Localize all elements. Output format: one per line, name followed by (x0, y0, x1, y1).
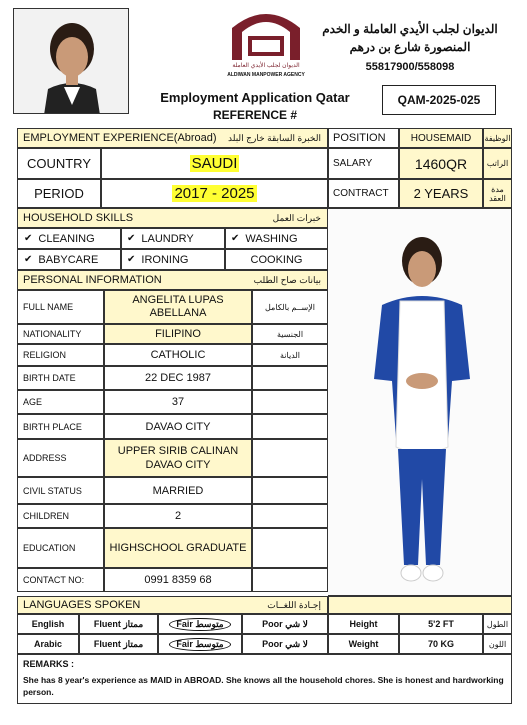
skill-washing: ✔ WASHING (225, 228, 328, 249)
height-label: Height (328, 614, 399, 634)
lang-english-fair-cell (158, 614, 242, 634)
weight-label-ar: اللون (483, 634, 512, 654)
skills-header (17, 208, 328, 228)
birthdate-value: 22 DEC 1987 (104, 366, 252, 390)
birthdate-label: BIRTH DATE (17, 366, 104, 390)
personal-header (17, 270, 328, 290)
age-label: AGE (17, 390, 104, 414)
civilstatus-value: MARRIED (104, 477, 252, 504)
skill-ironing: ✔ IRONING (121, 249, 225, 270)
form-title: Employment Application Qatar (160, 90, 350, 105)
education-ar-cell (252, 528, 328, 568)
skill-laundry: ✔ LAUNDRY (121, 228, 225, 249)
age-ar-cell (252, 390, 328, 414)
logo-subtitle-arabic: الديوان لجلب الأيدي العاملة (232, 63, 300, 69)
remarks-box (17, 654, 512, 704)
position-label: POSITION (328, 128, 399, 148)
lang-english-fluent: Fluent ممتاز (79, 614, 158, 634)
civilstatus-label: CIVIL STATUS (17, 477, 104, 504)
agency-arabic-address: المنصورة شارع بن درهم (349, 40, 471, 54)
nationality-label-ar: الجنسية (252, 324, 328, 344)
agency-logo (222, 6, 310, 80)
salary-value: 1460QR (399, 148, 483, 179)
religion-value: CATHOLIC (104, 344, 252, 366)
children-label: CHILDREN (17, 504, 104, 528)
skill-cooking: COOKING (225, 249, 328, 270)
nationality-label: NATIONALITY (17, 324, 104, 344)
civilstatus-ar-cell (252, 477, 328, 504)
personal-header-ar: بيانات صاح الطلب (253, 274, 321, 285)
experience-header-en: EMPLOYMENT EXPERIENCE(Abroad) (23, 132, 217, 144)
skill-cleaning: ✔ CLEANING (17, 228, 121, 249)
country-value-cell (101, 148, 328, 179)
religion-label-ar: الديانة (252, 344, 328, 366)
education-label: EDUCATION (17, 528, 104, 568)
languages-header-en: LANGUAGES SPOKEN (23, 599, 141, 611)
weight-value: 70 KG (399, 634, 483, 654)
lang-arabic-fair-cell (158, 634, 242, 654)
contact-ar-cell (252, 568, 328, 592)
languages-header-filler (328, 596, 512, 614)
contract-label: CONTRACT (328, 179, 399, 208)
reference-number-box: QAM-2025-025 (382, 85, 496, 115)
children-ar-cell (252, 504, 328, 528)
lang-english-name: English (17, 614, 79, 634)
country-value: SAUDI (191, 155, 238, 172)
address-ar-cell (252, 439, 328, 477)
contract-value: 2 YEARS (399, 179, 483, 208)
position-value: HOUSEMAID (399, 128, 483, 148)
children-value: 2 (104, 504, 252, 528)
country-label: COUNTRY (17, 148, 101, 179)
nationality-value: FILIPINO (104, 324, 252, 344)
contact-label: CONTACT NO: (17, 568, 104, 592)
lang-arabic-name: Arabic (17, 634, 79, 654)
remarks-text: She has 8 year's experience as MAID in ABROAD. She knows all the household chores. She is honest and hardworking person. (23, 675, 504, 697)
period-label: PERIOD (17, 179, 101, 208)
experience-header-ar: الخبرة السابقة خارج البلد (228, 132, 321, 143)
lang-arabic-fair: Fair متوسط (169, 638, 230, 651)
height-value: 5'2 FT (399, 614, 483, 634)
salary-label: SALARY (328, 148, 399, 179)
weight-label: Weight (328, 634, 399, 654)
birthplace-value: DAVAO CITY (104, 414, 252, 439)
languages-header-ar: إجـادة اللغــات (267, 599, 321, 610)
birthplace-ar-cell (252, 414, 328, 439)
languages-header (17, 596, 328, 614)
address-label: ADDRESS (17, 439, 104, 477)
lang-english-fair: Fair متوسط (169, 618, 230, 631)
fullname-label: FULL NAME (17, 290, 104, 324)
period-value-cell (101, 179, 328, 208)
birthplace-label: BIRTH PLACE (17, 414, 104, 439)
agency-arabic-name: الديوان لجلب الأيدي العاملة و الخدم (322, 22, 498, 36)
experience-header (17, 128, 328, 148)
logo-subtitle-english: ALDIWAN MANPOWER AGENCY (227, 72, 305, 78)
contract-label-ar: مدة العقد (483, 179, 512, 208)
lang-english-poor: Poor لا شي (242, 614, 328, 634)
fullname-label-ar: الإســم بالكامل (252, 290, 328, 324)
contact-value: 0991 8359 68 (104, 568, 252, 592)
agency-phones: 55817900/558098 (365, 61, 455, 73)
reference-label: REFERENCE # (212, 108, 298, 122)
lang-arabic-poor: Poor لا شي (242, 634, 328, 654)
skills-header-en: HOUSEHOLD SKILLS (23, 212, 134, 224)
skills-header-ar: خبرات العمل (272, 212, 321, 223)
skill-babycare: ✔ BABYCARE (17, 249, 121, 270)
salary-label-ar: الراتب (483, 148, 512, 179)
fullname-value: ANGELITA LUPAS ABELLANA (104, 290, 252, 324)
height-label-ar: الطول (483, 614, 512, 634)
applicant-headshot-photo (13, 8, 129, 114)
birthdate-ar-cell (252, 366, 328, 390)
remarks-label: REMARKS : (23, 659, 74, 669)
lang-arabic-fluent: Fluent ممتاز (79, 634, 158, 654)
address-value: UPPER SIRIB CALINAN DAVAO CITY (104, 439, 252, 477)
age-value: 37 (104, 390, 252, 414)
education-value: HIGHSCHOOL GRADUATE (104, 528, 252, 568)
period-value: 2017 - 2025 (174, 185, 255, 202)
religion-label: RELIGION (17, 344, 104, 366)
personal-header-en: PERSONAL INFORMATION (23, 274, 162, 286)
applicant-full-body-photo (328, 208, 512, 596)
position-label-ar: الوظيفة (483, 128, 512, 148)
